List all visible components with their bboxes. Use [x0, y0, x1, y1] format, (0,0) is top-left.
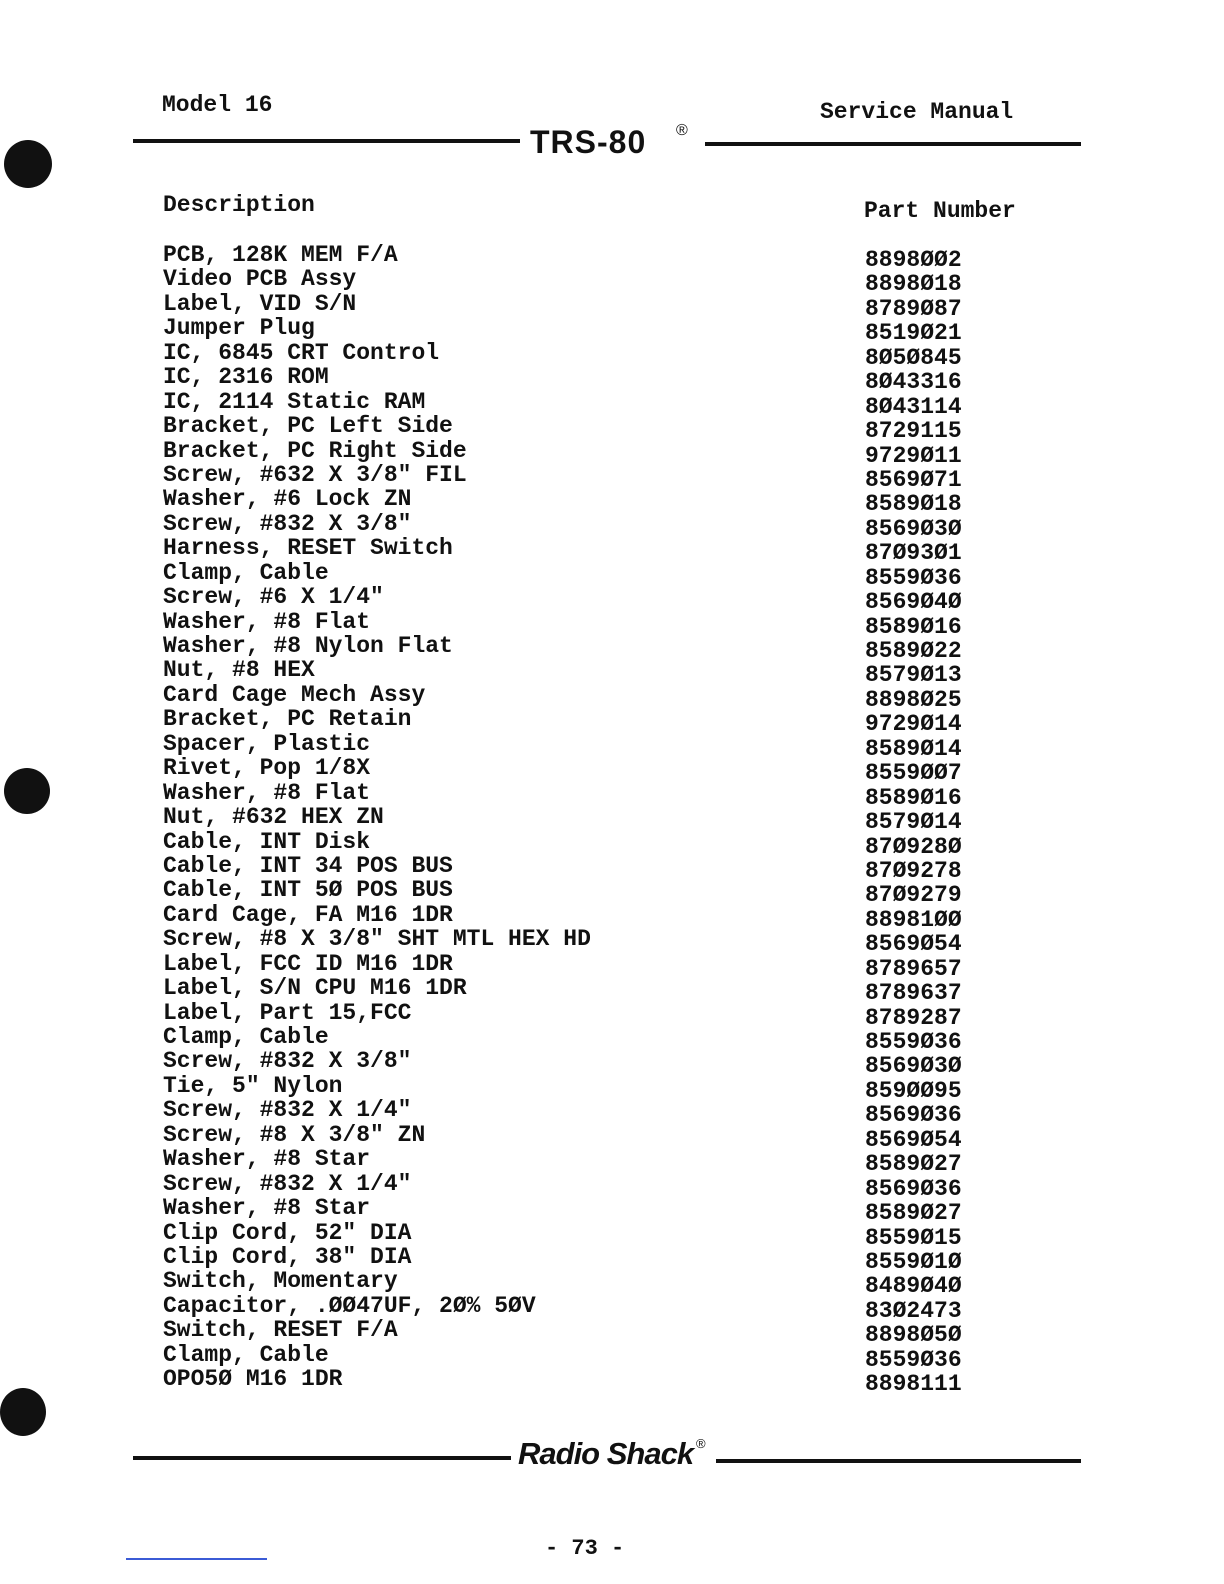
- part-description: Label, Part 15,FCC: [163, 999, 412, 1026]
- binder-hole-bottom: [0, 1388, 46, 1436]
- list-item: [0, 584, 1224, 616]
- list-item: [0, 706, 1224, 738]
- part-description: Screw, #632 X 3/8" FIL: [163, 461, 467, 488]
- list-item: [0, 315, 1224, 347]
- list-item: [0, 1219, 1224, 1251]
- part-number: 8729115: [865, 418, 962, 445]
- list-item: [0, 461, 1224, 493]
- list-item: [0, 681, 1224, 713]
- list-item: [0, 1146, 1224, 1178]
- part-description: Washer, #8 Star: [163, 1195, 371, 1222]
- part-description: Clamp, Cable: [163, 1024, 329, 1050]
- part-number: 8589Ø18: [865, 491, 962, 518]
- radio-shack-registered-mark: ®: [696, 1436, 706, 1451]
- part-description: Card Cage, FA M16 1DR: [163, 901, 453, 928]
- part-description: Clip Cord, 38" DIA: [163, 1243, 412, 1270]
- list-item: [0, 1170, 1224, 1202]
- list-item: [0, 242, 1224, 273]
- part-number: 8519Ø21: [865, 320, 962, 347]
- list-item: [0, 559, 1224, 591]
- parts-list: [0, 242, 1224, 1398]
- part-number: 8898ØØ2: [865, 247, 962, 273]
- part-description: Bracket, PC Right Side: [163, 437, 467, 464]
- part-number: 8589Ø16: [865, 784, 962, 811]
- part-number: 8569Ø4Ø: [865, 589, 962, 616]
- part-number: 8789637: [865, 980, 962, 1007]
- list-item: [0, 1195, 1224, 1227]
- list-item: [0, 388, 1224, 420]
- part-number: 8569Ø36: [865, 1102, 962, 1129]
- header-rule-right: [705, 142, 1081, 146]
- part-description: Screw, #832 X 3/8": [163, 1048, 412, 1075]
- part-description: Card Cage Mech Assy: [163, 681, 426, 708]
- manual-title: Service Manual: [820, 99, 1014, 125]
- part-number: 8559Ø36: [865, 564, 962, 591]
- part-number: 8898Ø18: [865, 271, 962, 298]
- part-number: 8559ØØ7: [865, 760, 962, 787]
- part-number: 8579Ø14: [865, 809, 962, 836]
- list-item: [0, 828, 1224, 860]
- list-item: [0, 1097, 1224, 1129]
- footer-rule-left: [133, 1456, 511, 1460]
- part-number: 8579Ø13: [865, 662, 962, 689]
- part-description: Washer, #8 Nylon Flat: [163, 633, 453, 659]
- list-item: [0, 1268, 1224, 1300]
- part-description: Screw, #832 X 1/4": [163, 1170, 412, 1197]
- part-description: Rivet, Pop 1/8X: [163, 755, 371, 782]
- list-item: [0, 999, 1224, 1031]
- part-description: Clamp, Cable: [163, 1341, 329, 1368]
- model-title: Model 16: [162, 92, 273, 118]
- part-description: Screw, #6 X 1/4": [163, 584, 384, 611]
- list-item: [0, 290, 1224, 322]
- part-number: 87Ø9278: [865, 857, 962, 884]
- list-item: [0, 1243, 1224, 1275]
- list-item: [0, 657, 1224, 689]
- part-description: Cable, INT 5Ø POS BUS: [163, 877, 453, 904]
- part-number: 8569Ø54: [865, 931, 962, 958]
- part-number: 83Ø2473: [865, 1297, 962, 1324]
- list-item: [0, 437, 1224, 469]
- part-number: 8898111: [865, 1371, 962, 1398]
- part-description: Clamp, Cable: [163, 559, 329, 586]
- part-description: Tie, 5" Nylon: [163, 1072, 343, 1099]
- trs80-registered-mark: ®: [676, 122, 688, 139]
- list-item: [0, 633, 1224, 664]
- link-underline: [126, 1558, 267, 1560]
- part-number: 8789287: [865, 1004, 962, 1031]
- list-item: [0, 730, 1224, 762]
- list-item: [0, 266, 1224, 298]
- part-number: 87Ø9279: [865, 882, 962, 909]
- list-item: [0, 1121, 1224, 1153]
- list-item: [0, 510, 1224, 542]
- part-description: IC, 6845 CRT Control: [163, 339, 440, 366]
- list-item: [0, 975, 1224, 1007]
- list-item: [0, 901, 1224, 933]
- list-item: [0, 535, 1224, 567]
- part-number-column-header: Part Number: [864, 198, 1016, 224]
- part-description: Jumper Plug: [163, 315, 315, 342]
- part-number: 8569Ø71: [865, 466, 962, 493]
- part-number: 8559Ø36: [865, 1029, 962, 1055]
- part-number: 8Ø43114: [865, 393, 962, 420]
- list-item: [0, 877, 1224, 909]
- part-description: PCB, 128K MEM F/A: [163, 242, 398, 268]
- part-description: Spacer, Plastic: [163, 730, 371, 757]
- list-item: [0, 413, 1224, 445]
- part-number: 8569Ø3Ø: [865, 515, 962, 542]
- part-number: 87Ø928Ø: [865, 833, 962, 860]
- part-number: 8589Ø14: [865, 735, 962, 762]
- part-description: Switch, Momentary: [163, 1268, 398, 1295]
- list-item: [0, 779, 1224, 811]
- list-item: [0, 1366, 1224, 1398]
- description-column-header: Description: [163, 192, 315, 218]
- footer-rule-right: [716, 1459, 1081, 1463]
- part-description: IC, 2114 Static RAM: [163, 388, 426, 415]
- part-description: Cable, INT 34 POS BUS: [163, 852, 453, 879]
- part-description: Washer, #8 Flat: [163, 608, 371, 635]
- part-number: 88981ØØ: [865, 906, 962, 933]
- part-description: IC, 2316 ROM: [163, 364, 329, 391]
- list-item: [0, 755, 1224, 787]
- part-description: Label, S/N CPU M16 1DR: [163, 975, 467, 1002]
- part-number: 8589Ø22: [865, 638, 962, 664]
- list-item: [0, 1292, 1224, 1324]
- part-number: 87Ø93Ø1: [865, 540, 962, 567]
- list-item: [0, 1317, 1224, 1349]
- part-description: Switch, RESET F/A: [163, 1317, 398, 1344]
- part-description: Bracket, PC Left Side: [163, 413, 453, 440]
- radio-shack-logo: Radio Shack: [518, 1436, 694, 1471]
- list-item: [0, 608, 1224, 640]
- list-item: [0, 1024, 1224, 1055]
- list-item: [0, 804, 1224, 836]
- part-number: 8789657: [865, 955, 962, 982]
- part-description: Washer, #8 Star: [163, 1146, 371, 1173]
- list-item: [0, 486, 1224, 518]
- part-description: Video PCB Assy: [163, 266, 357, 293]
- list-item: [0, 950, 1224, 982]
- list-item: [0, 364, 1224, 396]
- binder-hole-top: [4, 140, 52, 188]
- part-description: Cable, INT Disk: [163, 828, 371, 855]
- part-number: 9729Ø14: [865, 711, 962, 738]
- part-number: 8489Ø4Ø: [865, 1273, 962, 1300]
- part-description: OPO5Ø M16 1DR: [163, 1366, 343, 1393]
- part-description: Screw, #8 X 3/8" SHT MTL HEX HD: [163, 926, 591, 953]
- part-number: 8569Ø54: [865, 1126, 962, 1153]
- part-description: Capacitor, .ØØ47UF, 2Ø% 5ØV: [163, 1292, 536, 1319]
- part-number: 8898Ø5Ø: [865, 1322, 962, 1349]
- part-description: Clip Cord, 52" DIA: [163, 1219, 412, 1246]
- part-number: 8569Ø36: [865, 1175, 962, 1202]
- part-number: 8569Ø3Ø: [865, 1053, 962, 1080]
- list-item: [0, 1341, 1224, 1373]
- list-item: [0, 339, 1224, 371]
- part-description: Washer, #6 Lock ZN: [163, 486, 412, 513]
- part-number: 8Ø5Ø845: [865, 344, 962, 371]
- part-description: Nut, #8 HEX: [163, 657, 315, 684]
- part-description: Screw, #832 X 3/8": [163, 510, 412, 537]
- part-number: 8559Ø36: [865, 1346, 962, 1373]
- part-description: Label, VID S/N: [163, 290, 357, 317]
- header-rule-left: [133, 139, 520, 143]
- part-number: 8589Ø27: [865, 1200, 962, 1227]
- part-description: Nut, #632 HEX ZN: [163, 804, 384, 831]
- part-number: 8789Ø87: [865, 295, 962, 322]
- part-number: 8559Ø15: [865, 1224, 962, 1251]
- list-item: [0, 852, 1224, 884]
- part-number: 8589Ø27: [865, 1151, 962, 1178]
- list-item: [0, 1048, 1224, 1080]
- part-number: 8898Ø25: [865, 686, 962, 713]
- part-description: Label, FCC ID M16 1DR: [163, 950, 453, 977]
- part-description: Screw, #8 X 3/8" ZN: [163, 1121, 426, 1148]
- trs80-logo: TRS-80: [530, 124, 647, 160]
- list-item: [0, 1072, 1224, 1104]
- part-description: Washer, #8 Flat: [163, 779, 371, 806]
- list-item: [0, 926, 1224, 958]
- part-description: Harness, RESET Switch: [163, 535, 453, 562]
- page-number: - 73 -: [545, 1536, 625, 1561]
- part-number: 8559Ø1Ø: [865, 1248, 962, 1275]
- part-number: 9729Ø11: [865, 442, 962, 469]
- part-description: Bracket, PC Retain: [163, 706, 412, 733]
- part-number: 859ØØ95: [865, 1077, 962, 1104]
- part-number: 8589Ø16: [865, 613, 962, 640]
- part-number: 8Ø43316: [865, 369, 962, 396]
- part-description: Screw, #832 X 1/4": [163, 1097, 412, 1124]
